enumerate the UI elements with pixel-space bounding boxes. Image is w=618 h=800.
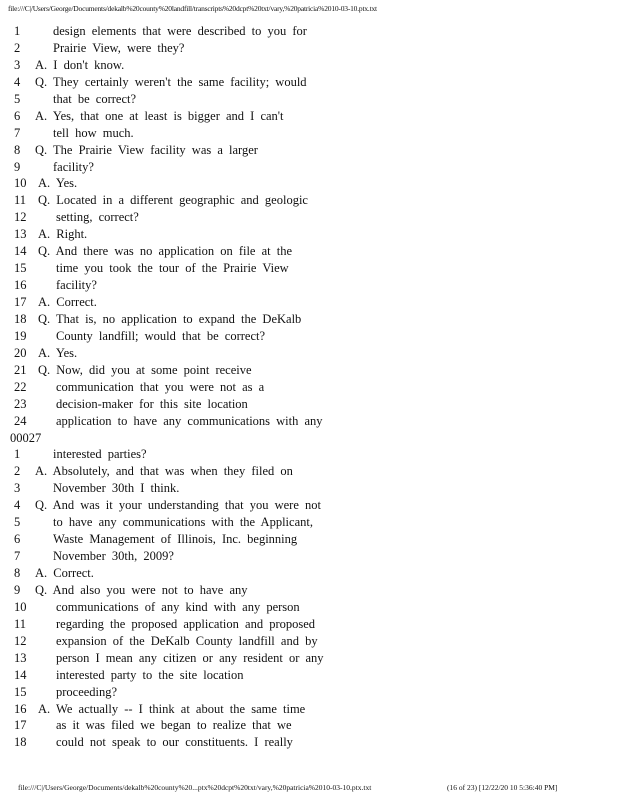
line-number: 24 [14, 413, 27, 428]
transcript-line [0, 74, 618, 91]
line-text: could not speak to our constituents. I really [56, 735, 293, 750]
line-text: interested parties? [53, 447, 147, 462]
line-text: facility? [53, 159, 94, 174]
page-number: 00027 [10, 430, 42, 445]
line-number: 12 [14, 633, 27, 648]
transcript-line [0, 379, 618, 396]
transcript-line [0, 57, 618, 74]
line-number: 14 [14, 667, 27, 682]
line-number: 8 [14, 566, 21, 580]
line-text: A. I don't know. [35, 57, 125, 72]
line-number: 19 [14, 328, 27, 343]
transcript-line [0, 91, 618, 108]
transcript-line [0, 446, 618, 463]
line-text: Q. And there was no application on file at the [38, 244, 293, 259]
line-number: 17 [14, 718, 27, 733]
line-number: 12 [14, 210, 27, 225]
line-text: Q. They certainly weren't the same facility; would [35, 74, 307, 89]
transcript-line [0, 497, 618, 514]
line-number: 17 [14, 295, 27, 309]
transcript-line [0, 650, 618, 667]
line-number: 22 [14, 379, 27, 394]
line-number: 9 [14, 582, 21, 597]
line-text: A. Correct. [35, 566, 94, 580]
transcript-line [0, 277, 618, 294]
line-number: 1 [14, 447, 21, 462]
line-text: to have any communications with the Applicant, [53, 515, 313, 530]
line-text: communication that you were not as a [56, 379, 265, 394]
transcript-line [0, 294, 618, 311]
line-text: Q. That is, no application to expand the DeKalb [38, 311, 302, 326]
line-number: 11 [14, 616, 27, 631]
line-number: 3 [14, 57, 21, 72]
line-number: 23 [14, 396, 27, 411]
line-number: 14 [14, 244, 27, 259]
line-number: 1 [14, 24, 21, 38]
line-number: 13 [14, 227, 27, 242]
transcript-line [0, 226, 618, 243]
line-number: 5 [14, 515, 21, 530]
line-number: 4 [14, 74, 21, 89]
line-number: 18 [14, 735, 27, 750]
line-text: November 30th, 2009? [53, 549, 174, 564]
transcript-line [0, 209, 618, 226]
file-path-header: file:///C|/Users/George/Documents/dekalb%20county%20landfill/transcripts%20dcpt%20txt/vary,%20patricia%2010-03-10.ptx.txt [8, 4, 377, 13]
line-number: 3 [14, 481, 21, 496]
line-number: 21 [14, 362, 27, 377]
transcript-line [0, 480, 618, 497]
line-text: Q. The Prairie View facility was a larger [35, 142, 258, 157]
line-number: 10 [14, 176, 27, 191]
line-text: time you took the tour of the Prairie View [56, 261, 289, 276]
line-number: 10 [14, 599, 27, 614]
transcript-line [0, 175, 618, 192]
line-text: Q. And also you were not to have any [35, 582, 248, 597]
transcript-line [0, 548, 618, 565]
line-text: setting, correct? [56, 210, 139, 225]
transcript-line [0, 192, 618, 209]
line-number: 11 [14, 193, 27, 208]
line-text: regarding the proposed application and proposed [56, 616, 316, 631]
transcript-line [0, 362, 618, 379]
line-number: 2 [14, 40, 21, 55]
line-text: that be correct? [53, 91, 137, 106]
line-number: 16 [14, 701, 27, 716]
transcript-line [0, 40, 618, 57]
transcript-line [0, 142, 618, 159]
line-number: 9 [14, 159, 21, 174]
transcript-line [0, 23, 618, 40]
line-number: 7 [14, 549, 21, 564]
transcript-line [0, 667, 618, 684]
transcript-line [0, 633, 618, 650]
transcript-line [0, 413, 618, 430]
transcript-line [0, 701, 618, 718]
transcript-line [0, 734, 618, 751]
line-text: November 30th I think. [53, 481, 180, 496]
transcript-line [0, 531, 618, 548]
line-number: 2 [14, 464, 21, 479]
line-number: 5 [14, 91, 21, 106]
line-text: Q. Located in a different geographic and geologic [38, 193, 308, 208]
line-number: 8 [14, 142, 21, 157]
footer-file-path: file:///C|/Users/George/Documents/dekalb%20county%20...ptx%20dcpt%20txt/vary,%20patricia%2010-03-10.ptx.txt [18, 783, 372, 792]
line-number: 15 [14, 261, 27, 276]
transcript-line [0, 514, 618, 531]
line-text: decision-maker for this site location [56, 396, 248, 411]
line-number: 4 [14, 498, 21, 513]
transcript-line [0, 396, 618, 413]
line-text: Q. And was it your understanding that you were not [35, 498, 321, 513]
transcript-line [0, 565, 618, 582]
transcript-line [0, 260, 618, 277]
line-number: 20 [14, 345, 27, 360]
transcript-line [0, 243, 618, 260]
page-number-marker [0, 430, 618, 447]
line-text: person I mean any citizen or any resident or any [56, 650, 324, 665]
line-number: 6 [14, 532, 21, 547]
line-number: 13 [14, 650, 27, 665]
line-text: interested party to the site location [56, 667, 244, 682]
line-text: tell how much. [53, 125, 134, 140]
line-text: A. Right. [38, 227, 88, 242]
line-number: 18 [14, 311, 27, 326]
transcript-line [0, 345, 618, 362]
line-text: Waste Management of Illinois, Inc. beginning [53, 532, 298, 547]
line-text: County landfill; would that be correct? [56, 328, 266, 343]
transcript-line [0, 616, 618, 633]
transcript-line [0, 311, 618, 328]
line-text: as it was filed we began to realize that we [56, 718, 292, 733]
line-text: A. Correct. [38, 295, 97, 309]
transcript-line [0, 599, 618, 616]
line-text: A. Yes. [38, 345, 78, 360]
line-number: 16 [14, 278, 27, 293]
line-text: communications of any kind with any person [56, 599, 300, 614]
line-number: 15 [14, 684, 27, 699]
footer-page-info: (16 of 23) [12/22/20 10 5:36:40 PM] [447, 783, 558, 792]
transcript-line [0, 684, 618, 701]
line-text: application to have any communications with any [56, 413, 323, 428]
line-text: A. Yes. [38, 176, 78, 191]
line-text: A. We actually -- I think at about the same time [38, 701, 306, 716]
line-text: A. Yes, that one at least is bigger and I can't [35, 108, 284, 123]
transcript-line [0, 108, 618, 125]
line-text: expansion of the DeKalb County landfill and by [56, 633, 318, 648]
line-text: design elements that were described to you for [53, 24, 307, 38]
transcript-line [0, 125, 618, 142]
line-text: Q. Now, did you at some point receive [38, 362, 252, 377]
line-text: Prairie View, were they? [53, 40, 185, 55]
transcript-line [0, 328, 618, 345]
line-text: A. Absolutely, and that was when they filed on [35, 464, 293, 479]
line-number: 7 [14, 125, 21, 140]
transcript-line [0, 463, 618, 480]
line-text: proceeding? [56, 684, 118, 699]
line-number: 6 [14, 108, 21, 123]
transcript-line [0, 717, 618, 734]
transcript-line [0, 159, 618, 176]
line-text: facility? [56, 278, 97, 293]
transcript-line [0, 582, 618, 599]
transcript-body [0, 23, 618, 751]
